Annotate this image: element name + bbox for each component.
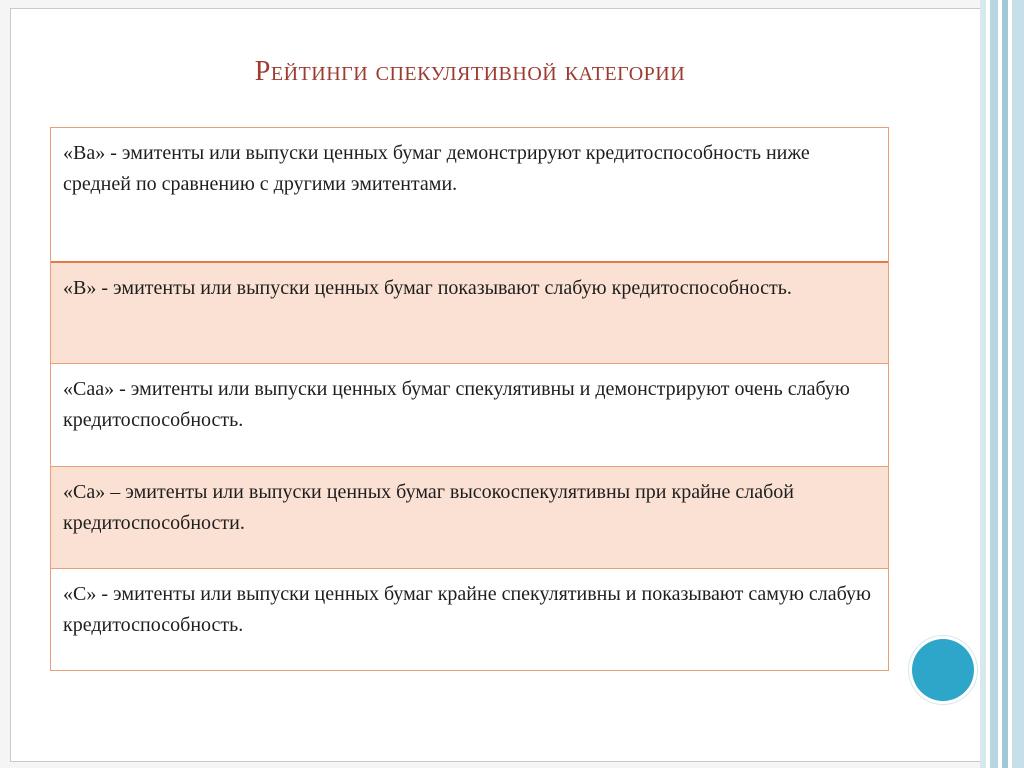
- table-row: [51, 128, 888, 261]
- table-row: [51, 466, 888, 568]
- row-text: «Caa» - эмитенты или выпуски ценных бумаг спекулятивны и демонстрируют очень слабую кредитоспособность.: [63, 378, 850, 431]
- table-row: [51, 363, 888, 466]
- slide-title: Рейтинги спекулятивной категории: [254, 56, 686, 87]
- row-text: «Ca» – эмитенты или выпуски ценных бумаг высокоспекулятивны при крайне слабой кредитоспособности.: [63, 481, 794, 534]
- decorative-stripes: [980, 0, 1024, 768]
- stripe: [1012, 0, 1024, 768]
- row-text: «B» - эмитенты или выпуски ценных бумаг показывают слабую кредитоспособность.: [63, 277, 792, 299]
- stripe: [990, 0, 998, 768]
- row-text: «Ba» - эмитенты или выпуски ценных бумаг демонстрируют кредитоспособность ниже средней по сравнению с другими эмитентами.: [63, 142, 810, 195]
- table-row: [51, 568, 888, 670]
- table-row: [51, 261, 888, 363]
- rating-table: [50, 127, 889, 671]
- row-text: «C» - эмитенты или выпуски ценных бумаг крайне спекулятивны и показывают самую слабую кредитоспособность.: [63, 583, 871, 636]
- decorative-circle: [912, 639, 974, 701]
